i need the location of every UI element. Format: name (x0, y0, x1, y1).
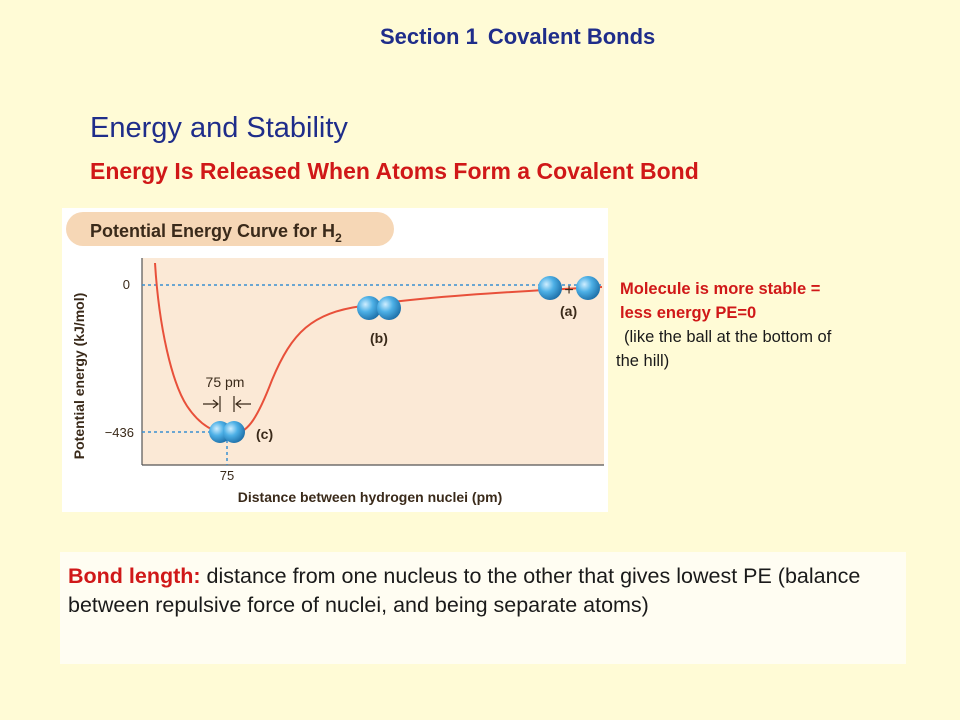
hydrogen-atom-icon (538, 276, 562, 300)
section-title (380, 24, 655, 50)
bond-length-description: distance from one nucleus to the other that gives lowest PE (balance between repulsive force of nuclei, and being separate atoms) (68, 564, 861, 617)
y-tick-zero: 0 (122, 277, 130, 292)
potential-energy-diagram (62, 208, 608, 512)
note-line-1: Molecule is more stable = (620, 280, 821, 298)
y-tick-min: −436 (104, 425, 134, 440)
bond-length-label: 75 pm (205, 374, 245, 390)
note-line-2: less energy PE=0 (620, 304, 757, 322)
hydrogen-atom-icon (576, 276, 600, 300)
x-axis-label: Distance between hydrogen nuclei (pm) (237, 489, 503, 505)
bond-length-term: Bond length: (68, 564, 201, 588)
bond-length-definition (68, 562, 898, 620)
molecule-c (209, 421, 245, 443)
hydrogen-atom-icon (223, 421, 245, 443)
potential-energy-figure (62, 208, 608, 512)
section-label: Section 1 (380, 24, 478, 49)
plus-sign: + (564, 282, 574, 299)
stability-note (616, 277, 936, 373)
note-line-3: (like the ball at the bottom of (624, 328, 832, 346)
note-line-4: the hill) (616, 352, 670, 370)
section-topic: Covalent Bonds (487, 24, 656, 49)
label-a: (a) (560, 303, 578, 319)
hydrogen-atom-icon (377, 296, 401, 320)
label-b: (b) (370, 330, 388, 346)
y-axis-label: Potential energy (kJ/mol) (71, 292, 87, 460)
page-subtitle: Energy Is Released When Atoms Form a Covalent Bond (90, 158, 699, 184)
bond-length-definition-box (60, 552, 906, 664)
figure-heading: Potential Energy Curve for $H_2$ (90, 221, 342, 245)
page-title: Energy and Stability (90, 112, 348, 144)
label-c: (c) (256, 426, 274, 442)
x-tick-min: 75 (219, 468, 235, 483)
